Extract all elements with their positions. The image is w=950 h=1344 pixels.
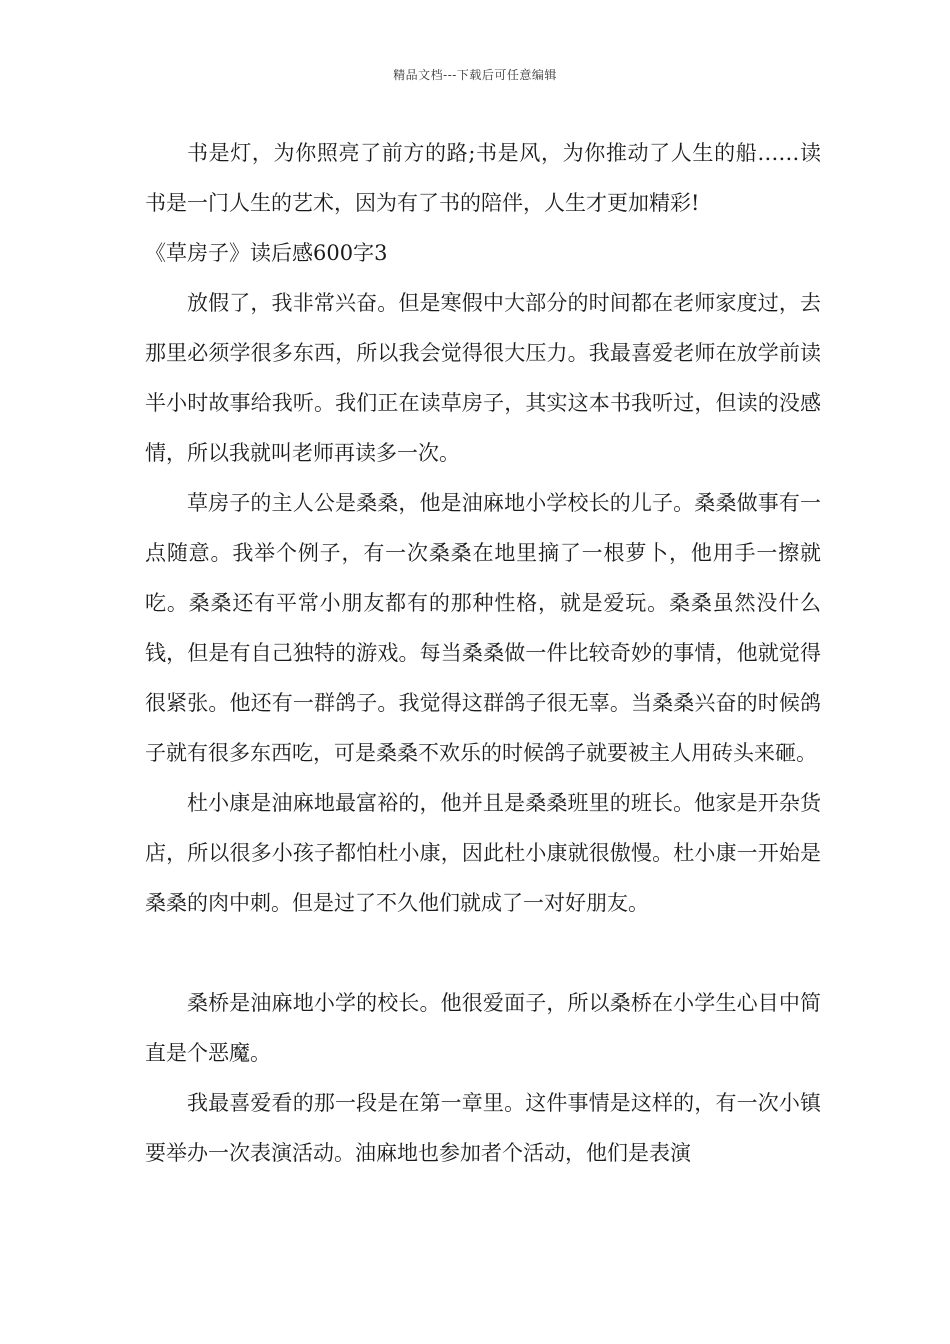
page-header: 精品文档---下载后可任意编辑	[393, 68, 557, 82]
document-body	[145, 128, 821, 1178]
body-paragraph: 我最喜爱看的那一段是在第一章里。这件事情是这样的，有一次小镇要举办一次表演活动。油麻地也参加者个活动，他们是表演	[145, 1091, 821, 1165]
body-paragraph: 杜小康是油麻地最富裕的，他并且是桑桑班里的班长。他家是开杂货店，所以很多小孩子都怕杜小康，因此杜小康就很傲慢。杜小康一开始是桑桑的肉中刺。但是过了不久他们就成了一对好朋友。	[145, 791, 821, 915]
body-paragraph: 桑桥是油麻地小学的校长。他很爱面子，所以桑桥在小学生心目中简直是个恶魔。	[145, 991, 821, 1065]
body-paragraph: 放假了，我非常兴奋。但是寒假中大部分的时间都在老师家度过，去那里必须学很多东西，所以我会觉得很大压力。我最喜爱老师在放学前读半小时故事给我听。我们正在读草房子，其实这本书我听过，但读的没感情，所以我就叫老师再读多一次。	[145, 291, 821, 465]
intro-paragraph: 书是灯，为你照亮了前方的路;书是风，为你推动了人生的船……读书是一门人生的艺术，因为有了书的陪伴，人生才更加精彩!	[145, 141, 821, 215]
body-paragraph: 草房子的主人公是桑桑，他是油麻地小学校长的儿子。桑桑做事有一点随意。我举个例子，有一次桑桑在地里摘了一根萝卜，他用手一擦就吃。桑桑还有平常小朋友都有的那种性格，就是爱玩。桑桑虽然没什么钱，但是有自己独特的游戏。每当桑桑做一件比较奇妙的事情，他就觉得很紧张。他还有一群鸽子。我觉得这群鸽子很无辜。当桑桑兴奋的时候鸽子就有很多东西吃，可是桑桑不欢乐的时候鸽子就要被主人用砖头来砸。	[145, 491, 821, 765]
essay-title: 《草房子》读后感600字3	[145, 241, 388, 265]
paragraph-spacer	[145, 928, 821, 978]
